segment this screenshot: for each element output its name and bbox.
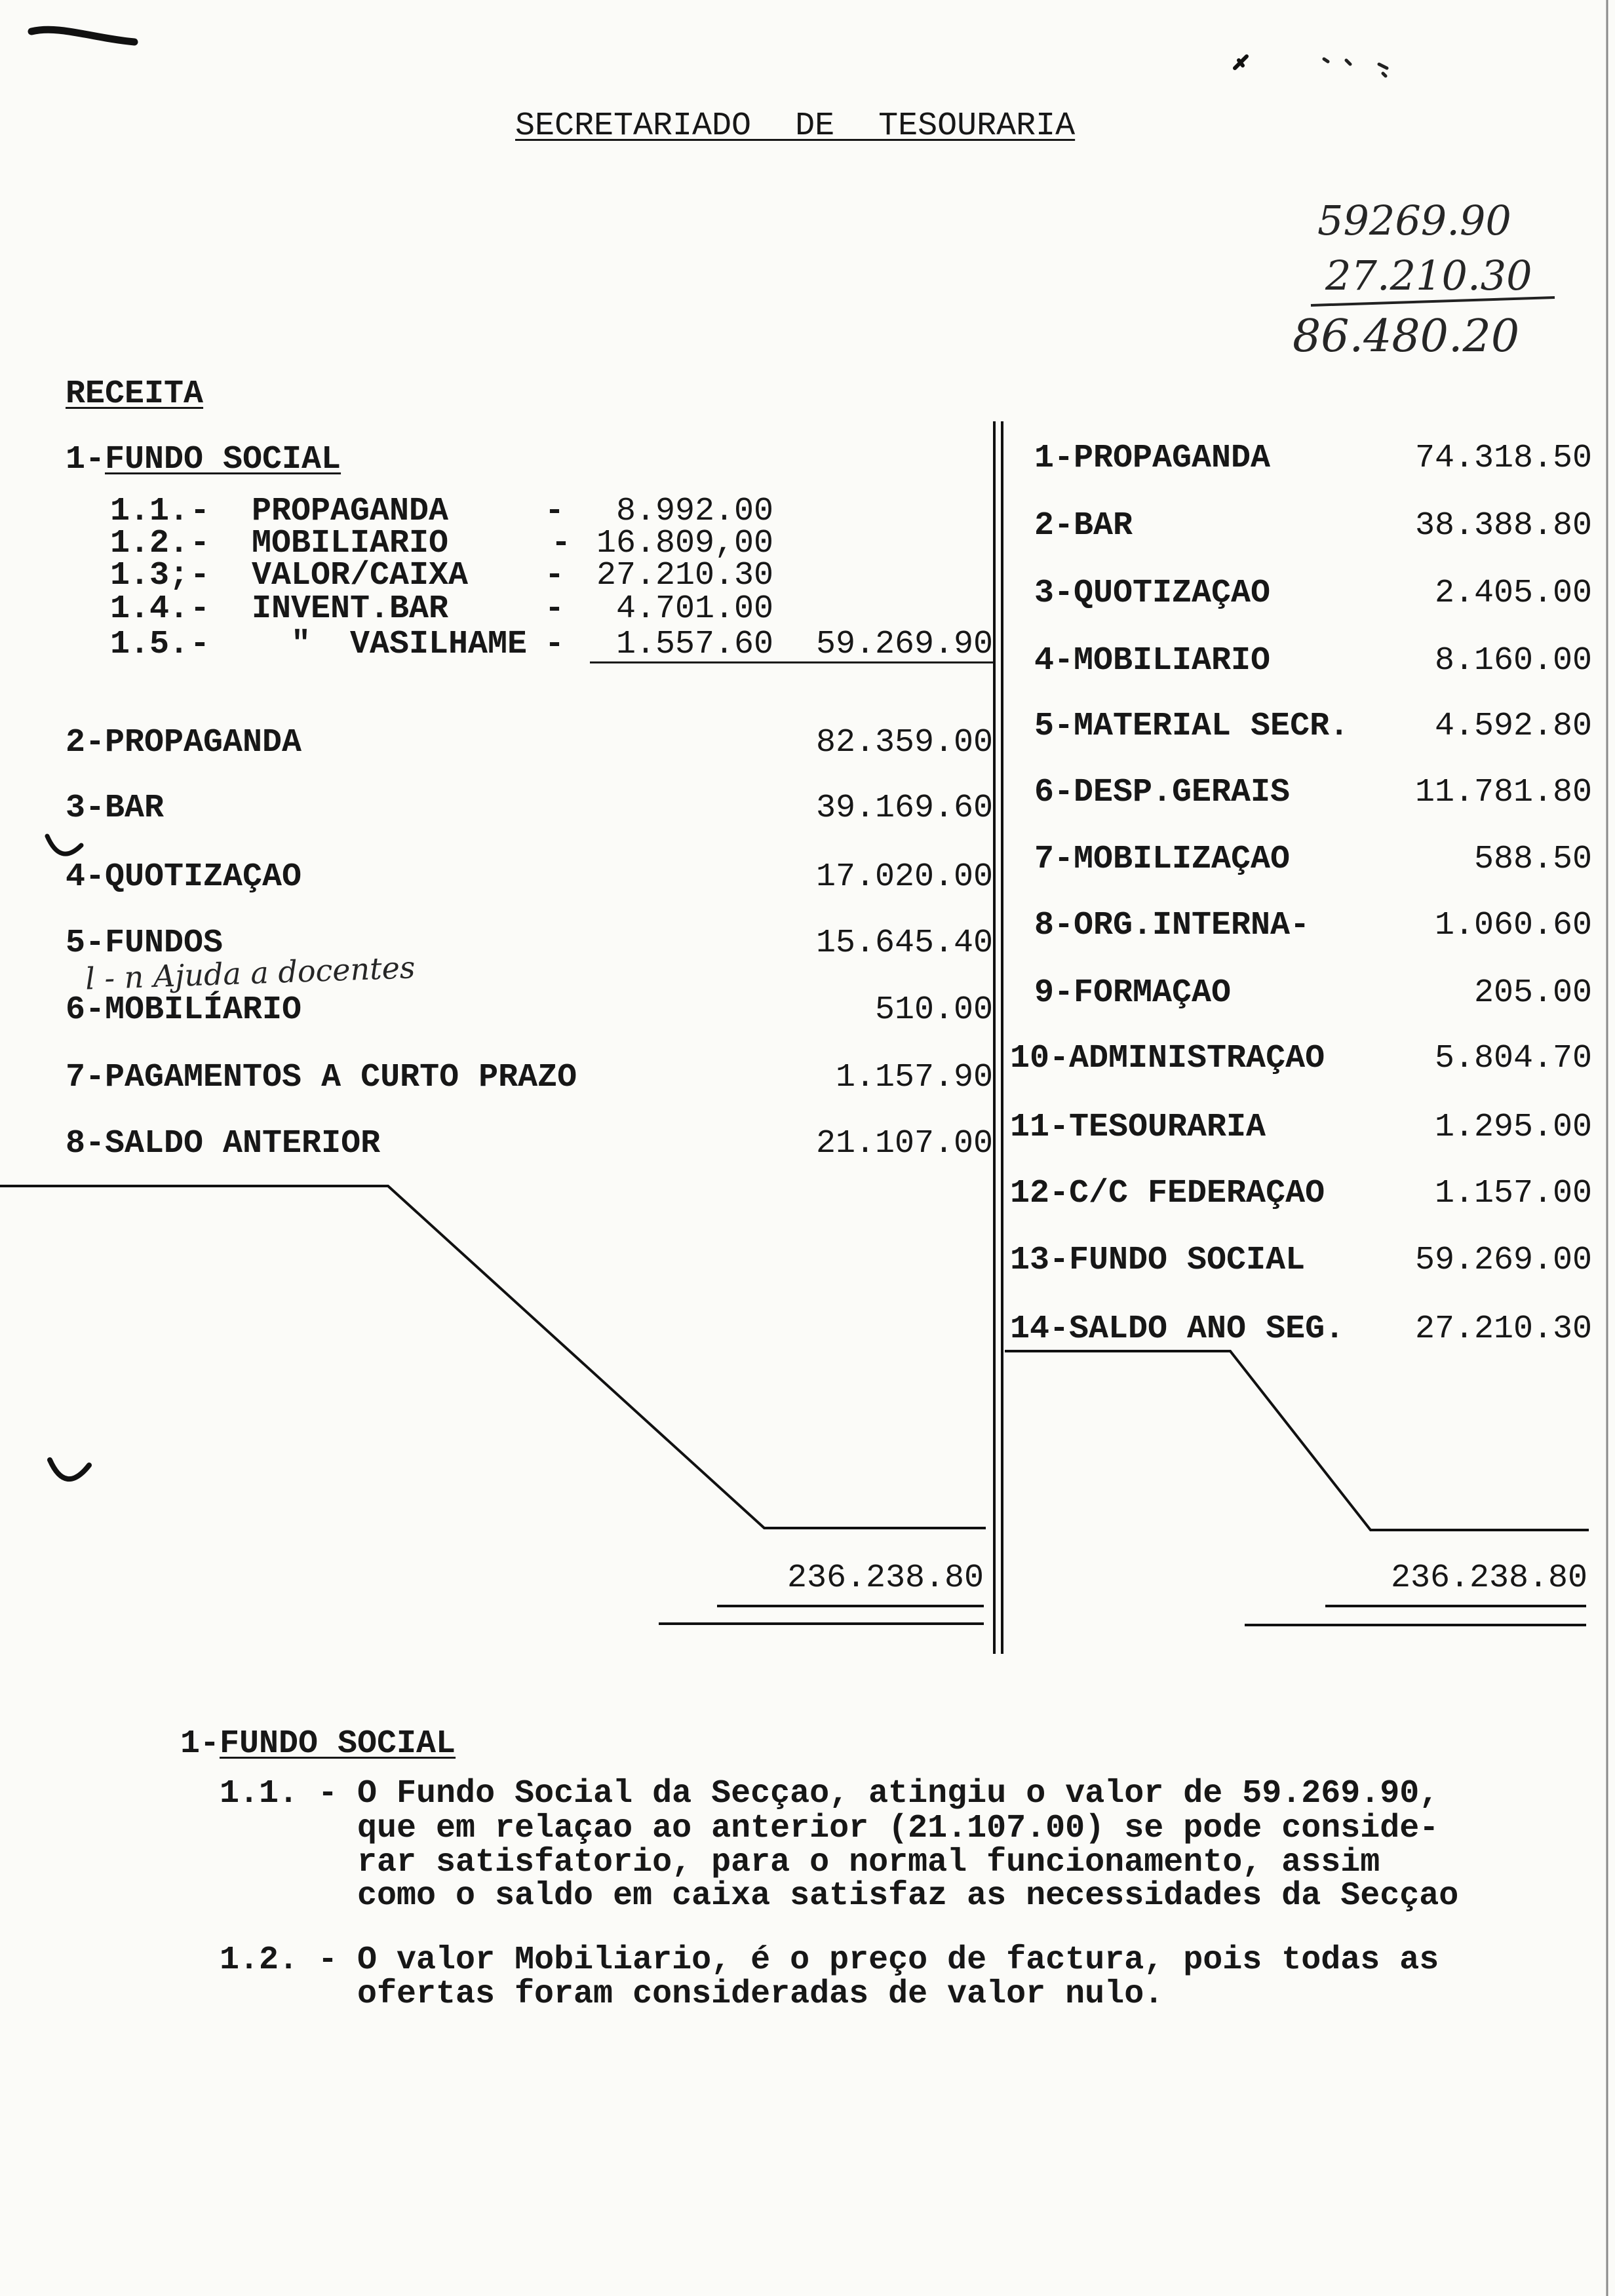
receita-item-amount: 82.359.00 [815, 724, 993, 761]
despesa-item-amount: 588.50 [1473, 841, 1592, 878]
row-amount: 1.557.60 [615, 626, 773, 663]
row-label: INVENT.BAR [252, 590, 449, 628]
despesa-item-amount: 8.160.00 [1434, 642, 1592, 679]
row-number: 1.3; [110, 557, 189, 594]
despesa-item-amount: 38.388.80 [1414, 507, 1592, 545]
receita-item-amount: 17.020.00 [815, 858, 993, 896]
despesa-item-label: 9-FORMAÇAO [1034, 974, 1232, 1012]
receita-item-label: 3-BAR [66, 790, 165, 827]
despesa-item-label: 8-ORG.INTERNA- [1034, 907, 1310, 944]
despesa-item-label: 14-SALDO ANO SEG. [1010, 1311, 1345, 1348]
despesa-item-label: 2-BAR [1034, 507, 1133, 545]
row-number: 1.4. [110, 590, 189, 628]
row-amount: 4.701.00 [615, 590, 773, 628]
despesa-item-amount: 1.157.00 [1434, 1175, 1592, 1212]
row-dash: - [190, 557, 210, 594]
paragraph-line: 1.2. - O valor Mobiliario, é o preço de factura, pois todas as [220, 1942, 1439, 1979]
despesa-item-amount: 1.295.00 [1434, 1109, 1592, 1146]
receita-item-label: 5-FUNDOS [66, 925, 224, 962]
paragraph-line: ofertas foram consideradas de valor nulo. [357, 1976, 1164, 2013]
handwritten-sum-line2: 27.210.30 [1325, 252, 1532, 299]
row-label: MOBILIARIO [252, 525, 449, 562]
fundo-social-label: FUNDO SOCIAL [105, 441, 341, 478]
pen-speck [1379, 64, 1387, 76]
notes-heading-number: 1- [180, 1725, 220, 1763]
despesa-item-label: 4-MOBILIARIO [1034, 642, 1271, 679]
receita-total: 236.238.80 [787, 1559, 984, 1597]
receita-item-label: 4-QUOTIZAÇAO [66, 858, 302, 896]
pen-speck [1346, 60, 1350, 64]
despesa-item-amount: 205.00 [1473, 974, 1592, 1012]
receita-closing-line [0, 1186, 986, 1528]
page-title: SECRETARIADO DE TESOURARIA [515, 107, 1076, 145]
row-number: 1.1. [110, 493, 189, 530]
receita-item-amount: 21.107.00 [815, 1125, 993, 1162]
row-amount: 16.809,00 [596, 525, 773, 562]
despesa-item-label: 5-MATERIAL SECR. [1034, 708, 1350, 745]
despesa-item-label: 10-ADMINISTRAÇAO [1010, 1040, 1325, 1077]
row-amount: 8.992.00 [615, 493, 773, 530]
row-dash: - [545, 590, 565, 628]
paragraph-line: como o saldo em caixa satisfaz as necessidades da Secçao [357, 1877, 1459, 1915]
row-label: PROPAGANDA [252, 493, 449, 530]
receita-item-label: 8-SALDO ANTERIOR [66, 1125, 381, 1162]
row-label: VALOR/CAIXA [252, 557, 469, 594]
check-mark-icon [47, 836, 81, 854]
despesa-item-amount: 74.318.50 [1414, 440, 1592, 477]
despesa-item-amount: 2.405.00 [1434, 575, 1592, 612]
despesa-item-amount: 59.269.00 [1414, 1242, 1592, 1279]
paragraph-line: que em relaçao ao anterior (21.107.00) se pode conside- [357, 1810, 1439, 1847]
despesa-item-amount: 1.060.60 [1434, 907, 1592, 944]
receita-item-amount: 15.645.40 [815, 925, 993, 962]
pen-speck [1324, 59, 1328, 62]
row-dash: - [190, 525, 210, 562]
pen-speck [1235, 56, 1247, 68]
check-mark-icon [50, 1460, 89, 1479]
despesa-total: 236.238.80 [1390, 1559, 1587, 1597]
handwritten-sum-line1: 59269.90 [1317, 197, 1511, 244]
receita-item-label: 2-PROPAGANDA [66, 724, 302, 761]
receita-item-amount: 39.169.60 [815, 790, 993, 827]
receita-item-label: 6-MOBILÍARIO [66, 991, 302, 1029]
despesa-item-amount: 4.592.80 [1434, 708, 1592, 745]
row-label: " VASILHAME [291, 626, 528, 663]
row-number: 1.5. [110, 626, 189, 663]
row-dash: - [545, 557, 565, 594]
row-dash: - [190, 626, 210, 663]
paragraph-line: 1.1. - O Fundo Social da Secçao, atingiu o valor de 59.269.90, [220, 1775, 1439, 1812]
despesa-closing-line [1005, 1351, 1589, 1530]
receita-item-amount: 510.00 [874, 991, 993, 1029]
handwritten-sum-result: 86.480.20 [1293, 311, 1520, 362]
despesa-item-label: 3-QUOTIZAÇAO [1034, 575, 1271, 612]
notes-heading-label: FUNDO SOCIAL [220, 1725, 456, 1763]
row-dash: - [190, 590, 210, 628]
despesa-item-label: 12-C/C FEDERAÇAO [1010, 1175, 1325, 1212]
fundo-social-subtotal: 59.269.90 [815, 626, 993, 663]
row-dash: - [545, 493, 565, 530]
despesa-item-amount: 11.781.80 [1414, 774, 1592, 811]
despesa-item-label: 11-TESOURARIA [1010, 1109, 1266, 1146]
receita-item-label: 7-PAGAMENTOS A CURTO PRAZO [66, 1059, 577, 1096]
despesa-item-amount: 27.210.30 [1414, 1311, 1592, 1348]
despesa-item-label: 6-DESP.GERAIS [1034, 774, 1291, 811]
row-amount: 27.210.30 [596, 557, 773, 594]
receita-heading: RECEITA [66, 375, 204, 413]
row-dash: - [551, 525, 572, 562]
fundo-social-number: 1- [66, 441, 106, 478]
despesa-item-label: 1-PROPAGANDA [1034, 440, 1271, 477]
scribble-mark [31, 29, 134, 42]
despesa-item-label: 13-FUNDO SOCIAL [1010, 1242, 1306, 1279]
paragraph-line: rar satisfatorio, para o normal funcionamento, assim [357, 1844, 1380, 1881]
row-dash: - [545, 626, 565, 663]
receita-item-amount: 1.157.90 [835, 1059, 993, 1096]
despesa-item-label: 7-MOBILIZAÇAO [1034, 841, 1291, 878]
handwritten-note: l - n Ajuda a docentes [85, 949, 416, 997]
despesa-item-amount: 5.804.70 [1434, 1040, 1592, 1077]
row-dash: - [190, 493, 210, 530]
row-number: 1.2. [110, 525, 189, 562]
